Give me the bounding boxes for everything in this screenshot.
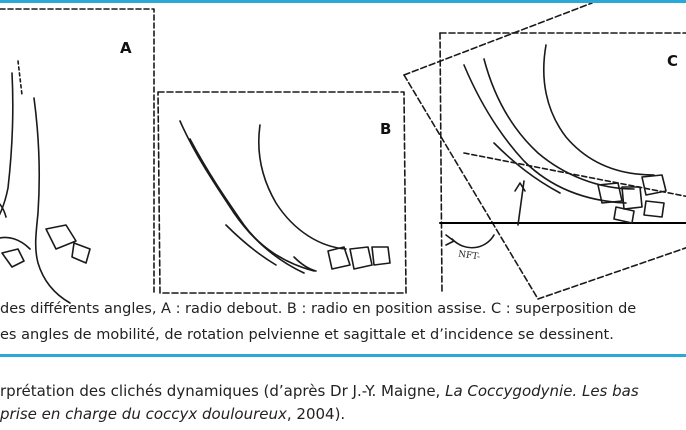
diagram-annotation: NFT- <box>457 249 481 263</box>
caption-line-2: es angles de mobilité, de rotation pelvienne et sagittale et d’incidence se dessinent. <box>0 327 614 343</box>
panel-label-b: B <box>380 120 392 138</box>
panel-label-a: A <box>120 39 132 57</box>
source-text-end: , 2004). <box>286 405 346 423</box>
source-line-2 <box>0 405 345 423</box>
caption-line-1: des différents angles, A : radio debout. B : radio en position assise. C : superposition de <box>0 301 637 317</box>
panel-b-drawing <box>158 92 406 293</box>
source-line-1 <box>0 382 639 400</box>
panel-label-c: C <box>667 52 679 70</box>
source-book-title-cont: prise en charge du coccyx douloureux <box>0 405 287 423</box>
source-book-title: La Coccygodynie. Les bas <box>445 382 639 400</box>
source-text: rprétation des clichés dynamiques (d’après Dr J.-Y. Maigne, <box>0 382 446 400</box>
panel-c-drawing <box>404 3 686 299</box>
